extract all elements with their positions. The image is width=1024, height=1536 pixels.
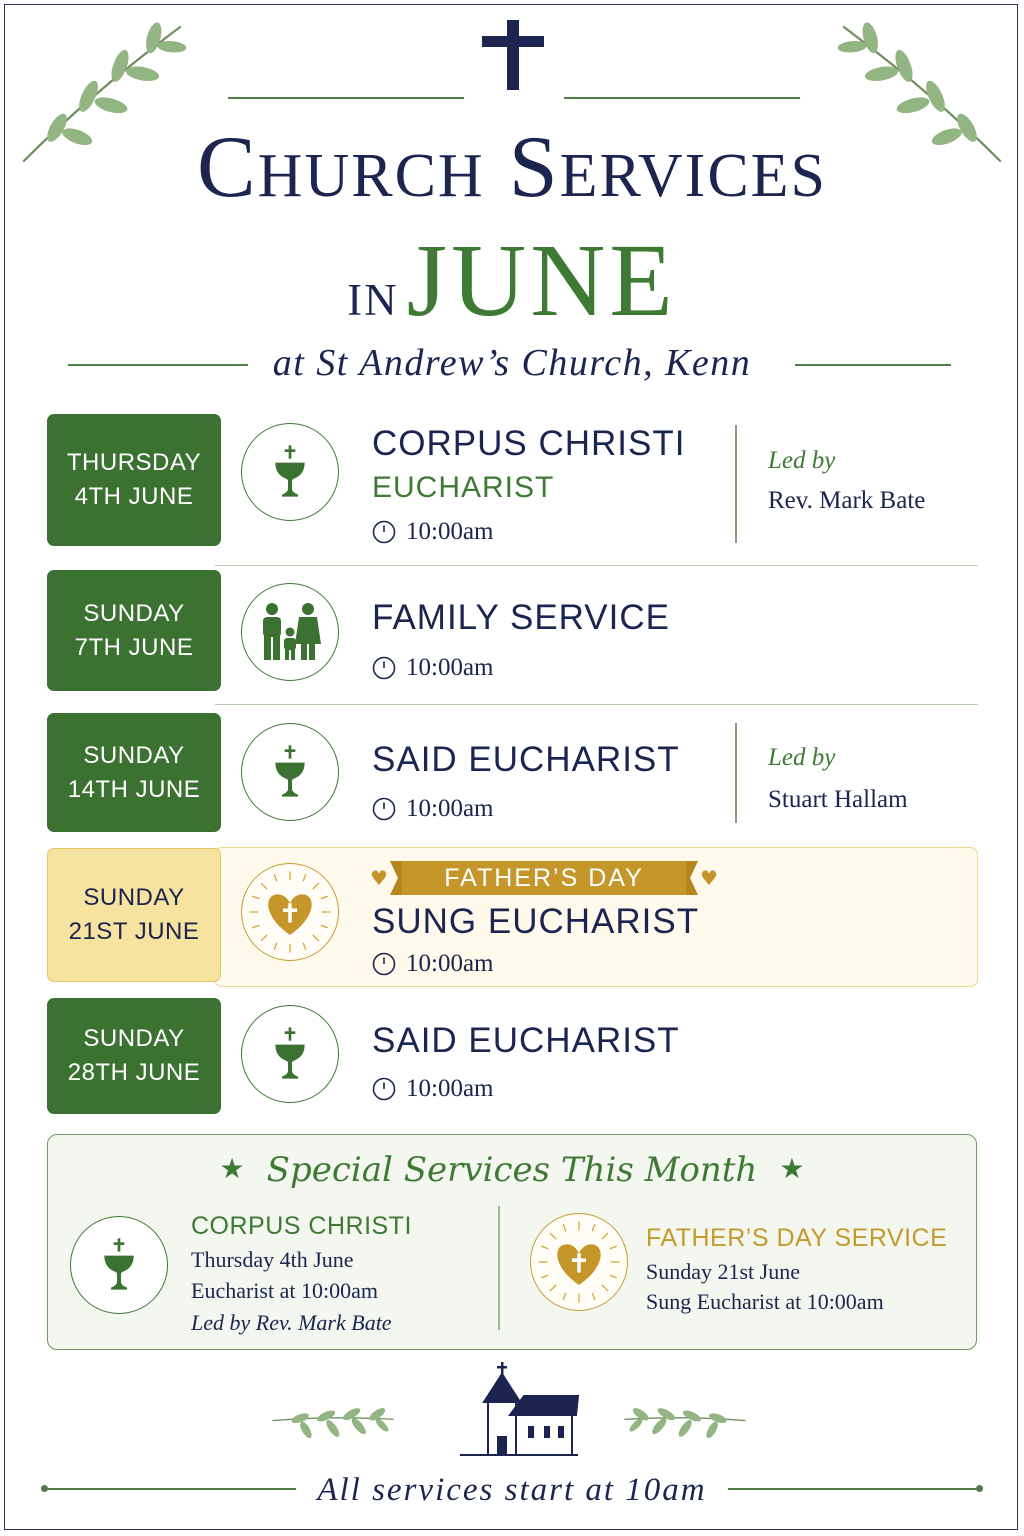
leaf-sprig-bottom-right-icon — [610, 1374, 760, 1466]
special-line: Thursday 4th June — [191, 1247, 354, 1272]
clock-icon — [372, 1077, 396, 1101]
date-day: SUNDAY — [83, 741, 185, 769]
service-icon — [241, 863, 339, 961]
divider — [735, 425, 737, 543]
led-by-label: Led by — [768, 447, 836, 474]
service-icon — [241, 723, 339, 821]
heart-cross-icon — [535, 1218, 623, 1306]
divider — [498, 1206, 500, 1330]
special-title: CORPUS CHRISTI — [191, 1212, 412, 1240]
title-rule-left — [228, 97, 464, 99]
special-line: Sung Eucharist at 10:00am — [646, 1289, 884, 1314]
date-day: SUNDAY — [83, 884, 185, 911]
family-icon — [258, 602, 322, 662]
page-title: Church Services — [196, 119, 828, 216]
time-value: 10:00am — [406, 518, 494, 545]
service-icon — [241, 1005, 339, 1103]
service-title: SAID EUCHARIST — [372, 740, 680, 779]
service-title: SAID EUCHARIST — [372, 1021, 680, 1060]
service-title: SUNG EUCHARIST — [372, 902, 700, 941]
special-title: FATHER’S DAY SERVICE — [646, 1224, 948, 1252]
date-badge — [47, 570, 221, 691]
date-date: 4TH JUNE — [74, 483, 194, 510]
service-time — [372, 794, 494, 824]
divider — [735, 723, 737, 823]
date-date: 14TH JUNE — [67, 775, 201, 803]
date-badge-highlight — [47, 848, 221, 982]
leaf-sprig-bottom-left-icon — [258, 1374, 408, 1466]
banner-ribbon-right — [684, 861, 698, 895]
row-separator — [215, 704, 978, 705]
date-day: SUNDAY — [83, 599, 185, 627]
fathers-day-banner: FATHER’S DAY — [402, 861, 686, 895]
service-time — [372, 1074, 494, 1104]
led-by-label: Led by — [768, 744, 836, 771]
heart-icon: ♥ — [700, 866, 718, 890]
special-line: Sunday 21st June — [646, 1259, 800, 1284]
clock-icon — [372, 797, 396, 821]
clock-icon — [372, 520, 396, 544]
date-date: 7TH JUNE — [74, 633, 194, 661]
time-value: 10:00am — [406, 654, 494, 681]
title-rule-right — [564, 97, 800, 99]
row-separator — [215, 565, 978, 566]
heart-cross-icon — [246, 868, 334, 956]
special-icon — [70, 1216, 168, 1314]
church-icon — [458, 1360, 580, 1458]
chalice-icon — [270, 444, 310, 500]
date-date: 21ST JUNE — [68, 918, 200, 945]
heart-icon: ♥ — [370, 866, 388, 890]
time-value: 10:00am — [406, 795, 494, 822]
leader-name: Rev. Mark Bate — [768, 487, 926, 514]
special-line: Led by Rev. Mark Bate — [191, 1310, 392, 1335]
special-line: Eucharist at 10:00am — [191, 1278, 378, 1303]
title-in: in — [347, 258, 399, 329]
star-icon: ★ — [219, 1152, 245, 1185]
service-icon — [241, 423, 339, 521]
time-value: 10:00am — [406, 950, 494, 977]
clock-icon — [372, 656, 396, 680]
service-time — [372, 517, 494, 547]
service-icon — [241, 583, 339, 681]
date-badge — [47, 998, 221, 1114]
leader-name: Stuart Hallam — [768, 786, 908, 813]
star-icon: ★ — [779, 1152, 805, 1185]
title-month: JUNE — [406, 223, 677, 338]
special-heading-text: Special Services This Month — [266, 1150, 758, 1190]
chalice-icon — [270, 1026, 310, 1082]
date-badge — [47, 713, 221, 832]
date-day: SUNDAY — [83, 1025, 185, 1052]
special-services-heading — [47, 1146, 977, 1193]
chalice-icon — [99, 1237, 139, 1293]
date-badge — [47, 414, 221, 546]
special-icon — [530, 1213, 628, 1311]
chalice-icon — [270, 744, 310, 800]
footer-note: All services start at 10am — [317, 1472, 707, 1508]
service-time — [372, 653, 494, 683]
service-title: CORPUS CHRISTI — [372, 424, 686, 463]
service-time — [372, 949, 494, 979]
date-day: THURSDAY — [66, 449, 202, 476]
church-name: at St Andrew’s Church, Kenn — [272, 342, 752, 384]
service-subtitle: EUCHARIST — [372, 471, 555, 504]
clock-icon — [372, 952, 396, 976]
cross-icon — [482, 20, 544, 90]
time-value: 10:00am — [406, 1075, 494, 1102]
service-title: FAMILY SERVICE — [372, 598, 670, 637]
date-date: 28TH JUNE — [67, 1059, 201, 1086]
